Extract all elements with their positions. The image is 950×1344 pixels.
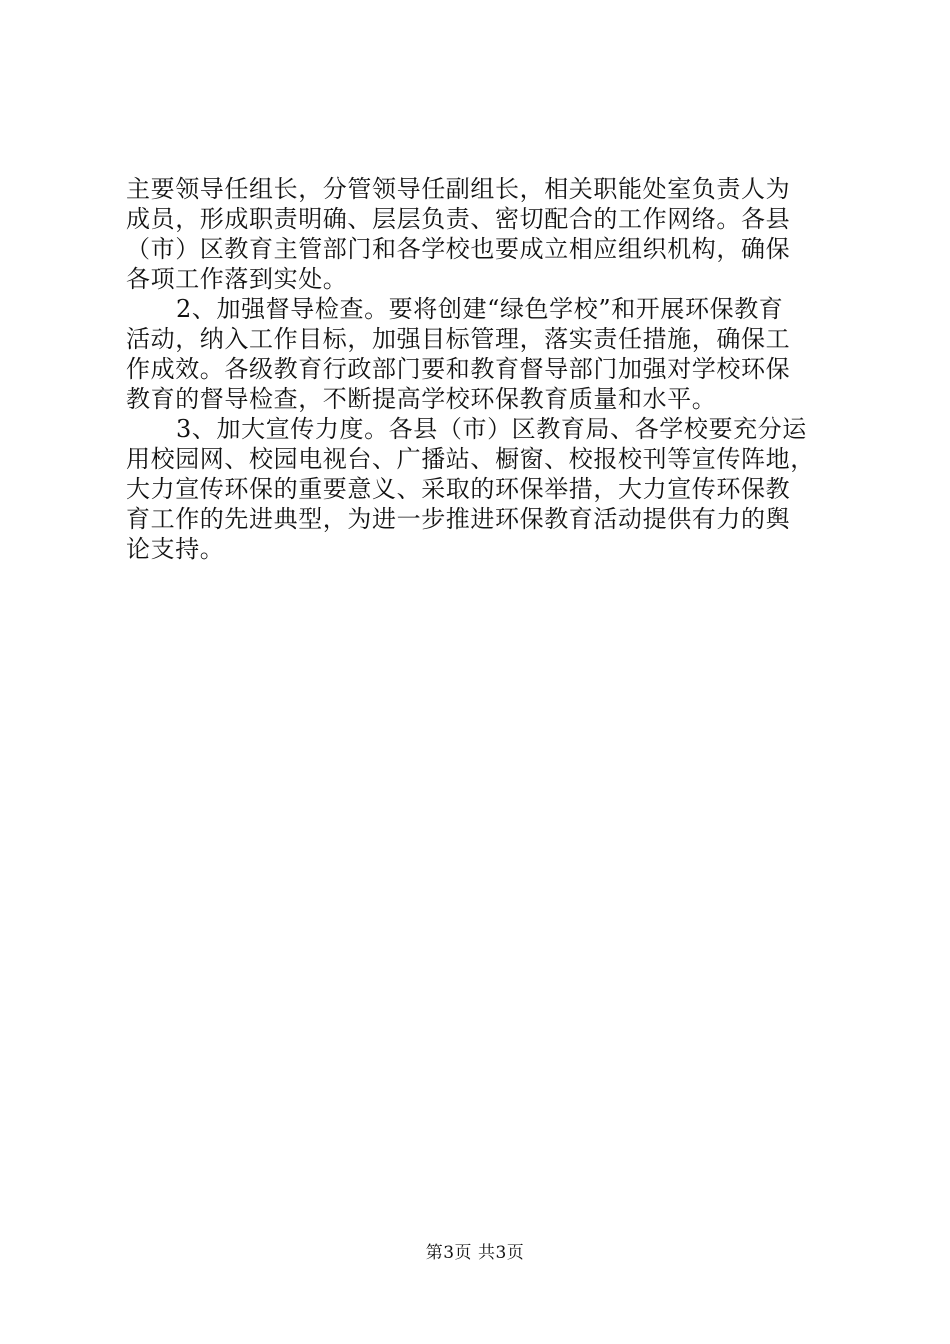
text-line: 育工作的先进典型，为进一步推进环保教育活动提供有力的舆 — [126, 505, 791, 533]
text-line: 用校园网、校园电视台、广播站、橱窗、校报校刊等宣传阵地， — [126, 445, 815, 473]
text-line: 教育的督导检查，不断提高学校环保教育质量和水平。 — [126, 385, 717, 413]
text-line: 论支持。 — [126, 535, 225, 563]
paragraph-start-line: 2、加强督导检查。要将创建“绿色学校”和开展环保教育 — [176, 295, 784, 323]
text-line: 大力宣传环保的重要意义、采取的环保举措，大力宣传环保教 — [126, 475, 791, 503]
text-line: 作成效。各级教育行政部门要和教育督导部门加强对学校环保 — [126, 355, 791, 383]
paragraph-start-line: 3、加大宣传力度。各县（市）区教育局、各学校要充分运 — [176, 415, 807, 443]
page-footer: 第3页 共3页 — [425, 1243, 525, 1263]
text-line: 主要领导任组长，分管领导任副组长，相关职能处室负责人为 — [126, 175, 791, 203]
text-line: 成员，形成职责明确、层层负责、密切配合的工作网络。各县 — [126, 205, 791, 233]
text-line: 各项工作落到实处。 — [126, 265, 348, 293]
text-line: 活动，纳入工作目标，加强目标管理，落实责任措施，确保工 — [126, 325, 791, 353]
body-text — [126, 174, 828, 564]
text-line: （市）区教育主管部门和各学校也要成立相应组织机构，确保 — [126, 235, 791, 263]
